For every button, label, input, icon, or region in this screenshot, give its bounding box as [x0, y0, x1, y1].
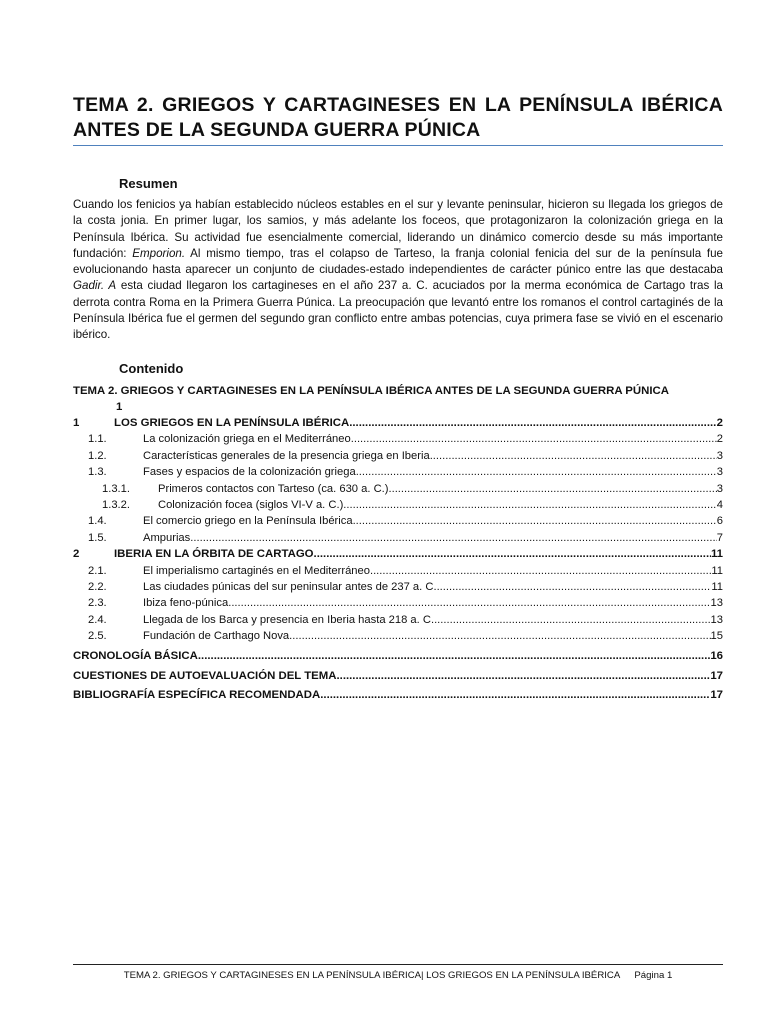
toc-entry-text: TEMA 2. GRIEGOS Y CARTAGINESES EN LA PENÍNSULA IBÉRICA ANTES DE LA SEGUNDA GUERRA PÚNICA	[73, 385, 669, 397]
toc-entry-page: 11	[710, 548, 723, 561]
toc-entry-number: 2.3.	[88, 597, 107, 610]
toc-dot-leader	[190, 530, 717, 546]
toc-entry[interactable]	[73, 513, 723, 529]
toc-entry-text: BIBLIOGRAFÍA ESPECÍFICA RECOMENDADA	[73, 689, 321, 702]
toc-entry[interactable]	[73, 431, 723, 447]
toc-dot-leader	[430, 448, 717, 464]
toc-entry-text: Las ciudades púnicas del sur peninsular antes de 237 a. C.	[143, 580, 437, 593]
toc-entry-number: 1.4.	[88, 515, 107, 528]
toc-dot-leader	[349, 415, 716, 431]
toc-dot-leader	[370, 563, 711, 579]
toc-entry-page: 1	[116, 401, 123, 413]
toc-entry-page: 4	[716, 498, 723, 511]
toc-entry-text: LOS GRIEGOS EN LA PENÍNSULA IBÉRICA	[114, 417, 350, 429]
toc-dot-leader	[353, 513, 717, 529]
toc-entry[interactable]	[73, 595, 723, 611]
toc-entry-text: Primeros contactos con Tarteso (ca. 630 a. C.)	[158, 482, 389, 495]
footer-rule	[73, 964, 723, 965]
toc-dot-leader	[198, 647, 710, 667]
toc-dot-leader	[320, 686, 710, 706]
toc-entry-text: Fases y espacios de la colonización griega	[143, 466, 356, 479]
toc-entry[interactable]	[73, 464, 723, 480]
toc-entry-number: 2.4.	[88, 613, 107, 626]
toc-entry-page: 11	[711, 580, 723, 593]
toc-entry[interactable]	[73, 481, 723, 497]
toc-entry-page: 3	[716, 482, 723, 495]
toc-dot-leader	[437, 579, 712, 595]
toc-entry[interactable]	[73, 686, 723, 706]
toc-dot-leader	[356, 464, 717, 480]
page-footer	[73, 970, 723, 981]
resumen-text-3: esta ciudad llegaron los cartagineses en el año 237 a. C. acuciados por la merma económica de Cartago tras la derrota contra Roma en la Primera Guerra Púnica. La preocupación que levantó entre los romanos el control cartaginés de la Península Ibérica fue el germen del segundo gran conflicto entre ambas potencias, cuya primera fase se vivió en el escenario ibérico.	[73, 279, 723, 342]
toc-dot-leader	[228, 595, 710, 611]
resumen-text-2: Al mismo tiempo, tras el colapso de Tarteso, la franja colonial fenicia del sur de la península fue evolucionando hasta aparecer un conjunto de ciudades-estado independientes de carácter púnico entre las que destacaba	[73, 246, 723, 277]
toc-entry[interactable]	[73, 579, 723, 595]
toc-entry[interactable]	[73, 415, 723, 431]
table-of-contents	[73, 383, 723, 706]
toc-entry-text: El comercio griego en la Península Ibérica	[143, 515, 353, 528]
toc-entry-number: 1	[73, 417, 80, 429]
toc-dot-leader	[289, 628, 710, 644]
title-underline	[73, 145, 723, 146]
toc-dot-leader	[434, 612, 710, 628]
toc-entry-number: 1.1.	[88, 433, 107, 446]
toc-entry-page: 3	[716, 466, 723, 479]
footer-running-title: TEMA 2. GRIEGOS Y CARTAGINESES EN LA PENÍNSULA IBÉRICA| LOS GRIEGOS EN LA PENÍNSULA IBÉRICA	[123, 970, 620, 981]
toc-dot-leader	[388, 481, 716, 497]
toc-entry[interactable]	[73, 497, 723, 513]
toc-entry-number: 1.3.	[88, 466, 107, 479]
document-title: TEMA 2. GRIEGOS Y CARTAGINESES EN LA PENÍNSULA IBÉRICA ANTES DE LA SEGUNDA GUERRA PÚNICA	[73, 94, 723, 141]
toc-entry-page: 13	[710, 597, 723, 610]
resumen-emph-emporion: Emporion.	[132, 246, 186, 260]
toc-entry-number: 2.2.	[88, 580, 107, 593]
toc-entry[interactable]	[73, 546, 723, 562]
toc-entry-page: 15	[710, 630, 723, 643]
toc-entry-page: 3	[716, 449, 723, 462]
toc-entry-page: 2	[716, 417, 723, 429]
toc-dot-leader	[343, 497, 716, 513]
toc-entry-page: 16	[710, 650, 723, 663]
toc-entry-number: 2.1.	[88, 564, 107, 577]
toc-entry-page: 11	[711, 564, 723, 577]
toc-entry-text: El imperialismo cartaginés en el Mediterráneo	[143, 564, 370, 577]
toc-dot-leader	[314, 546, 711, 562]
resumen-emph-gadir: Gadir. A	[73, 279, 117, 293]
toc-entry[interactable]	[73, 530, 723, 546]
toc-entry-tema[interactable]	[73, 383, 723, 415]
toc-entry-number: 1.5.	[88, 531, 107, 544]
toc-entry-page: 2	[716, 433, 723, 446]
toc-entry-text: Características generales de la presencia griega en Iberia	[143, 449, 430, 462]
resumen-heading: Resumen	[119, 176, 178, 191]
toc-entry-number: 1.3.2.	[102, 498, 130, 511]
toc-entry-text: Ampurias	[143, 531, 191, 544]
toc-dot-leader	[336, 667, 710, 687]
toc-entry-page: 6	[716, 515, 723, 528]
toc-entry[interactable]	[73, 612, 723, 628]
toc-entry[interactable]	[73, 563, 723, 579]
toc-entry-text: Colonización focea (siglos VI-V a. C.)	[158, 498, 344, 511]
toc-entry-text: Ibiza feno-púnica	[143, 597, 229, 610]
toc-entry-number: 2.5.	[88, 630, 107, 643]
footer-page-number: Página 1	[634, 970, 673, 981]
toc-entry-text: Fundación de Carthago Nova	[143, 630, 290, 643]
toc-entry-text: CRONOLOGÍA BÁSICA	[73, 650, 198, 663]
toc-entry[interactable]	[73, 628, 723, 644]
toc-entry-number: 1.3.1.	[102, 482, 130, 495]
toc-entry-page: 17	[710, 689, 723, 702]
resumen-paragraph	[73, 197, 723, 344]
toc-dot-leader	[351, 431, 717, 447]
toc-entry[interactable]	[73, 667, 723, 687]
toc-entry-text: La colonización griega en el Mediterráneo	[143, 433, 351, 446]
toc-entry-text: Llegada de los Barca y presencia en Iberia hasta 218 a. C.	[143, 613, 435, 626]
toc-entry[interactable]	[73, 448, 723, 464]
toc-entry-page: 13	[710, 613, 723, 626]
toc-entry-number: 1.2.	[88, 449, 107, 462]
toc-entry-page: 7	[716, 531, 723, 544]
contenido-heading: Contenido	[119, 361, 184, 376]
toc-entry-number: 2	[73, 548, 80, 561]
toc-entry-text: CUESTIONES DE AUTOEVALUACIÓN DEL TEMA	[73, 669, 337, 682]
toc-entry-page: 17	[710, 669, 723, 682]
resumen-text-1: Cuando los fenicios ya habían establecido núcleos estables en el sur y levante peninsular, hicieron su llegada los griegos de la costa jonia. En primer lugar, los samios, y más adelante los foceos, que protagonizaron la colonización griega en la Península Ibérica. Su actividad fue esencialmente comercial, liderando un dinámico comercio desde su más importante fundación:	[73, 198, 723, 260]
toc-entry[interactable]	[73, 647, 723, 667]
toc-entry-text: IBERIA EN LA ÓRBITA DE CARTAGO	[114, 548, 314, 561]
